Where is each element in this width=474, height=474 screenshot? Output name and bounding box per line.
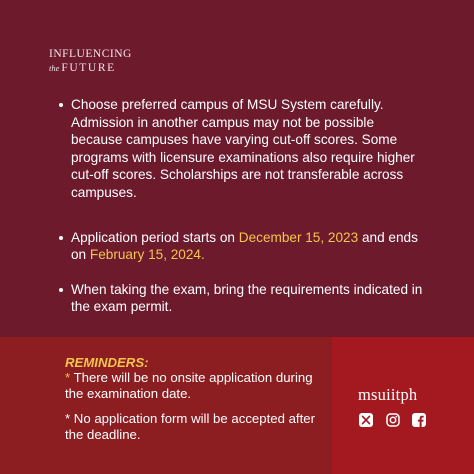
bullet-exam-requirements bbox=[57, 281, 427, 316]
bullet-campus-choice-text: Choose preferred campus of MSU System carefully. Admission in another campus may not be possible because campuses have varying cut-off scores. Some programs with licensure examinations also require higher cut-off scores. Scholarships are not transferable across campuses. bbox=[71, 97, 415, 200]
logo-the: the bbox=[49, 62, 60, 73]
influencing-the-future-logo bbox=[49, 49, 159, 74]
bullet-exam-requirements-text: When taking the exam, bring the requirements indicated in the exam permit. bbox=[71, 281, 423, 315]
reminder-no-onsite-text: There will be no onsite application during the examination date. bbox=[65, 370, 313, 401]
logo-future: FUTURE bbox=[61, 61, 116, 74]
reminder-star: * bbox=[65, 370, 71, 385]
x-icon[interactable] bbox=[359, 413, 373, 427]
reminder-no-late-forms-text: No application form will be accepted after the deadline. bbox=[65, 411, 315, 442]
logo-line-2 bbox=[49, 63, 159, 75]
reminder-star: * bbox=[65, 411, 71, 426]
logo-line-1: INFLUENCING bbox=[49, 48, 132, 60]
application-period-middle: and ends on bbox=[71, 229, 418, 263]
facebook-icon[interactable] bbox=[412, 413, 426, 427]
info-bullet-list bbox=[57, 96, 427, 316]
end-date: February 15, 2024. bbox=[89, 247, 205, 263]
instagram-icon[interactable] bbox=[386, 413, 400, 427]
reminders-title: REMINDERS: bbox=[65, 355, 149, 370]
application-period-prefix: Application period starts on bbox=[71, 229, 239, 245]
brand-handle: msuiitph bbox=[358, 385, 418, 404]
reminder-no-late-forms bbox=[65, 411, 315, 442]
social-icons bbox=[359, 413, 429, 429]
start-date: December 15, 2023 bbox=[238, 229, 359, 245]
reminders-panel bbox=[0, 337, 332, 474]
bullet-campus-choice bbox=[57, 96, 427, 202]
brand-panel bbox=[332, 337, 474, 474]
reminder-no-onsite bbox=[65, 370, 315, 401]
bullet-application-period bbox=[57, 229, 427, 264]
